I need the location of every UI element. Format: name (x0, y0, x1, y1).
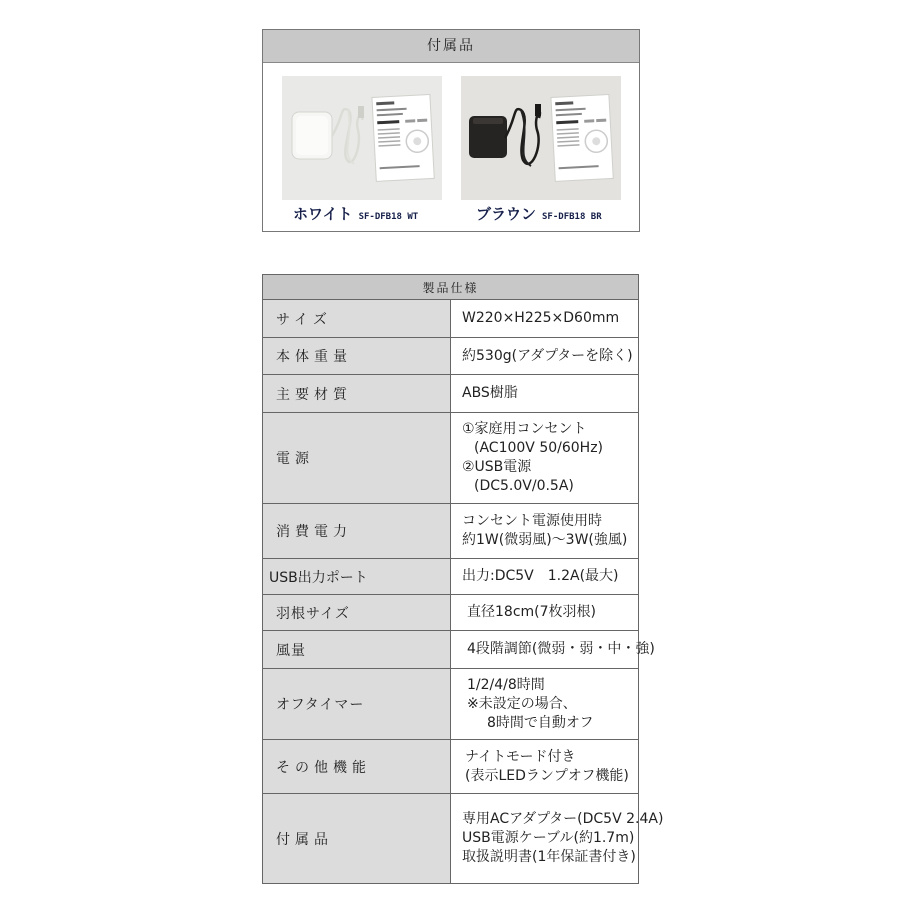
model-brown: SF-DFB18 BR (542, 212, 602, 222)
spec-row-accessories (263, 794, 639, 884)
spec-value: 1/2/4/8時間 ※未設定の場合、 8時間で自動オフ (451, 669, 639, 740)
white-set-illustration (282, 76, 442, 200)
spec-label: 主要材質 (263, 375, 451, 413)
spec-value: ナイトモード付き (表示LEDランプオフ機能) (451, 740, 639, 794)
model-white: SF-DFB18 WT (358, 212, 419, 222)
spec-label: 消費電力 (263, 504, 451, 559)
spec-row-air-volume (263, 631, 639, 669)
spec-label: 風量 (263, 631, 451, 669)
spec-row-other-features (263, 740, 639, 794)
spec-value: 出力:DC5V 1.2A(最大) (451, 559, 639, 595)
spec-value: W220×H225×D60mm (451, 300, 639, 338)
caption-brown (476, 203, 602, 225)
spec-row-size (263, 300, 639, 338)
spec-label: USB出力ポート (263, 559, 451, 595)
spec-title: 製品仕様 (263, 275, 639, 300)
spec-row-weight (263, 338, 639, 375)
spec-value: コンセント電源使用時 約1W(微弱風)～3W(強風) (451, 504, 639, 559)
color-name-white: ホワイト (293, 205, 353, 223)
spec-label: その他機能 (263, 740, 451, 794)
spec-row-power-source (263, 413, 639, 504)
spec-label: 本体重量 (263, 338, 451, 375)
spec-table (262, 274, 664, 884)
spec-row-power-consumption (263, 504, 639, 559)
spec-row-off-timer (263, 669, 639, 740)
brown-set-illustration (461, 76, 621, 200)
spec-label: 電源 (263, 413, 451, 504)
accessories-title: 付属品 (263, 30, 639, 63)
spec-value: 直径18cm(7枚羽根) (451, 595, 639, 631)
spec-value: 4段階調節(微弱・弱・中・強) (451, 631, 639, 669)
photo-brown-set (461, 76, 621, 200)
spec-row-usb-port (263, 559, 639, 595)
caption-white (293, 203, 418, 225)
spec-label: 羽根サイズ (263, 595, 451, 631)
spec-value: ①家庭用コンセント (AC100V 50/60Hz) ②USB電源 (DC5.0V/0.5A) (451, 413, 639, 504)
accessories-box (262, 29, 640, 232)
spec-label: 付属品 (263, 794, 451, 884)
spec-value: ABS樹脂 (451, 375, 639, 413)
spec-label: オフタイマー (263, 669, 451, 740)
spec-value: 専用ACアダプター(DC5V 2.4A) USB電源ケーブル(約1.7m) 取扱説明書(1年保証書付き) (451, 794, 639, 884)
photo-white-set (282, 76, 442, 200)
spec-label: サイズ (263, 300, 451, 338)
color-name-brown: ブラウン (476, 205, 537, 223)
spec-row-material (263, 375, 639, 413)
spec-value: 約530g(アダプターを除く) (451, 338, 639, 375)
spec-row-blade-size (263, 595, 639, 631)
